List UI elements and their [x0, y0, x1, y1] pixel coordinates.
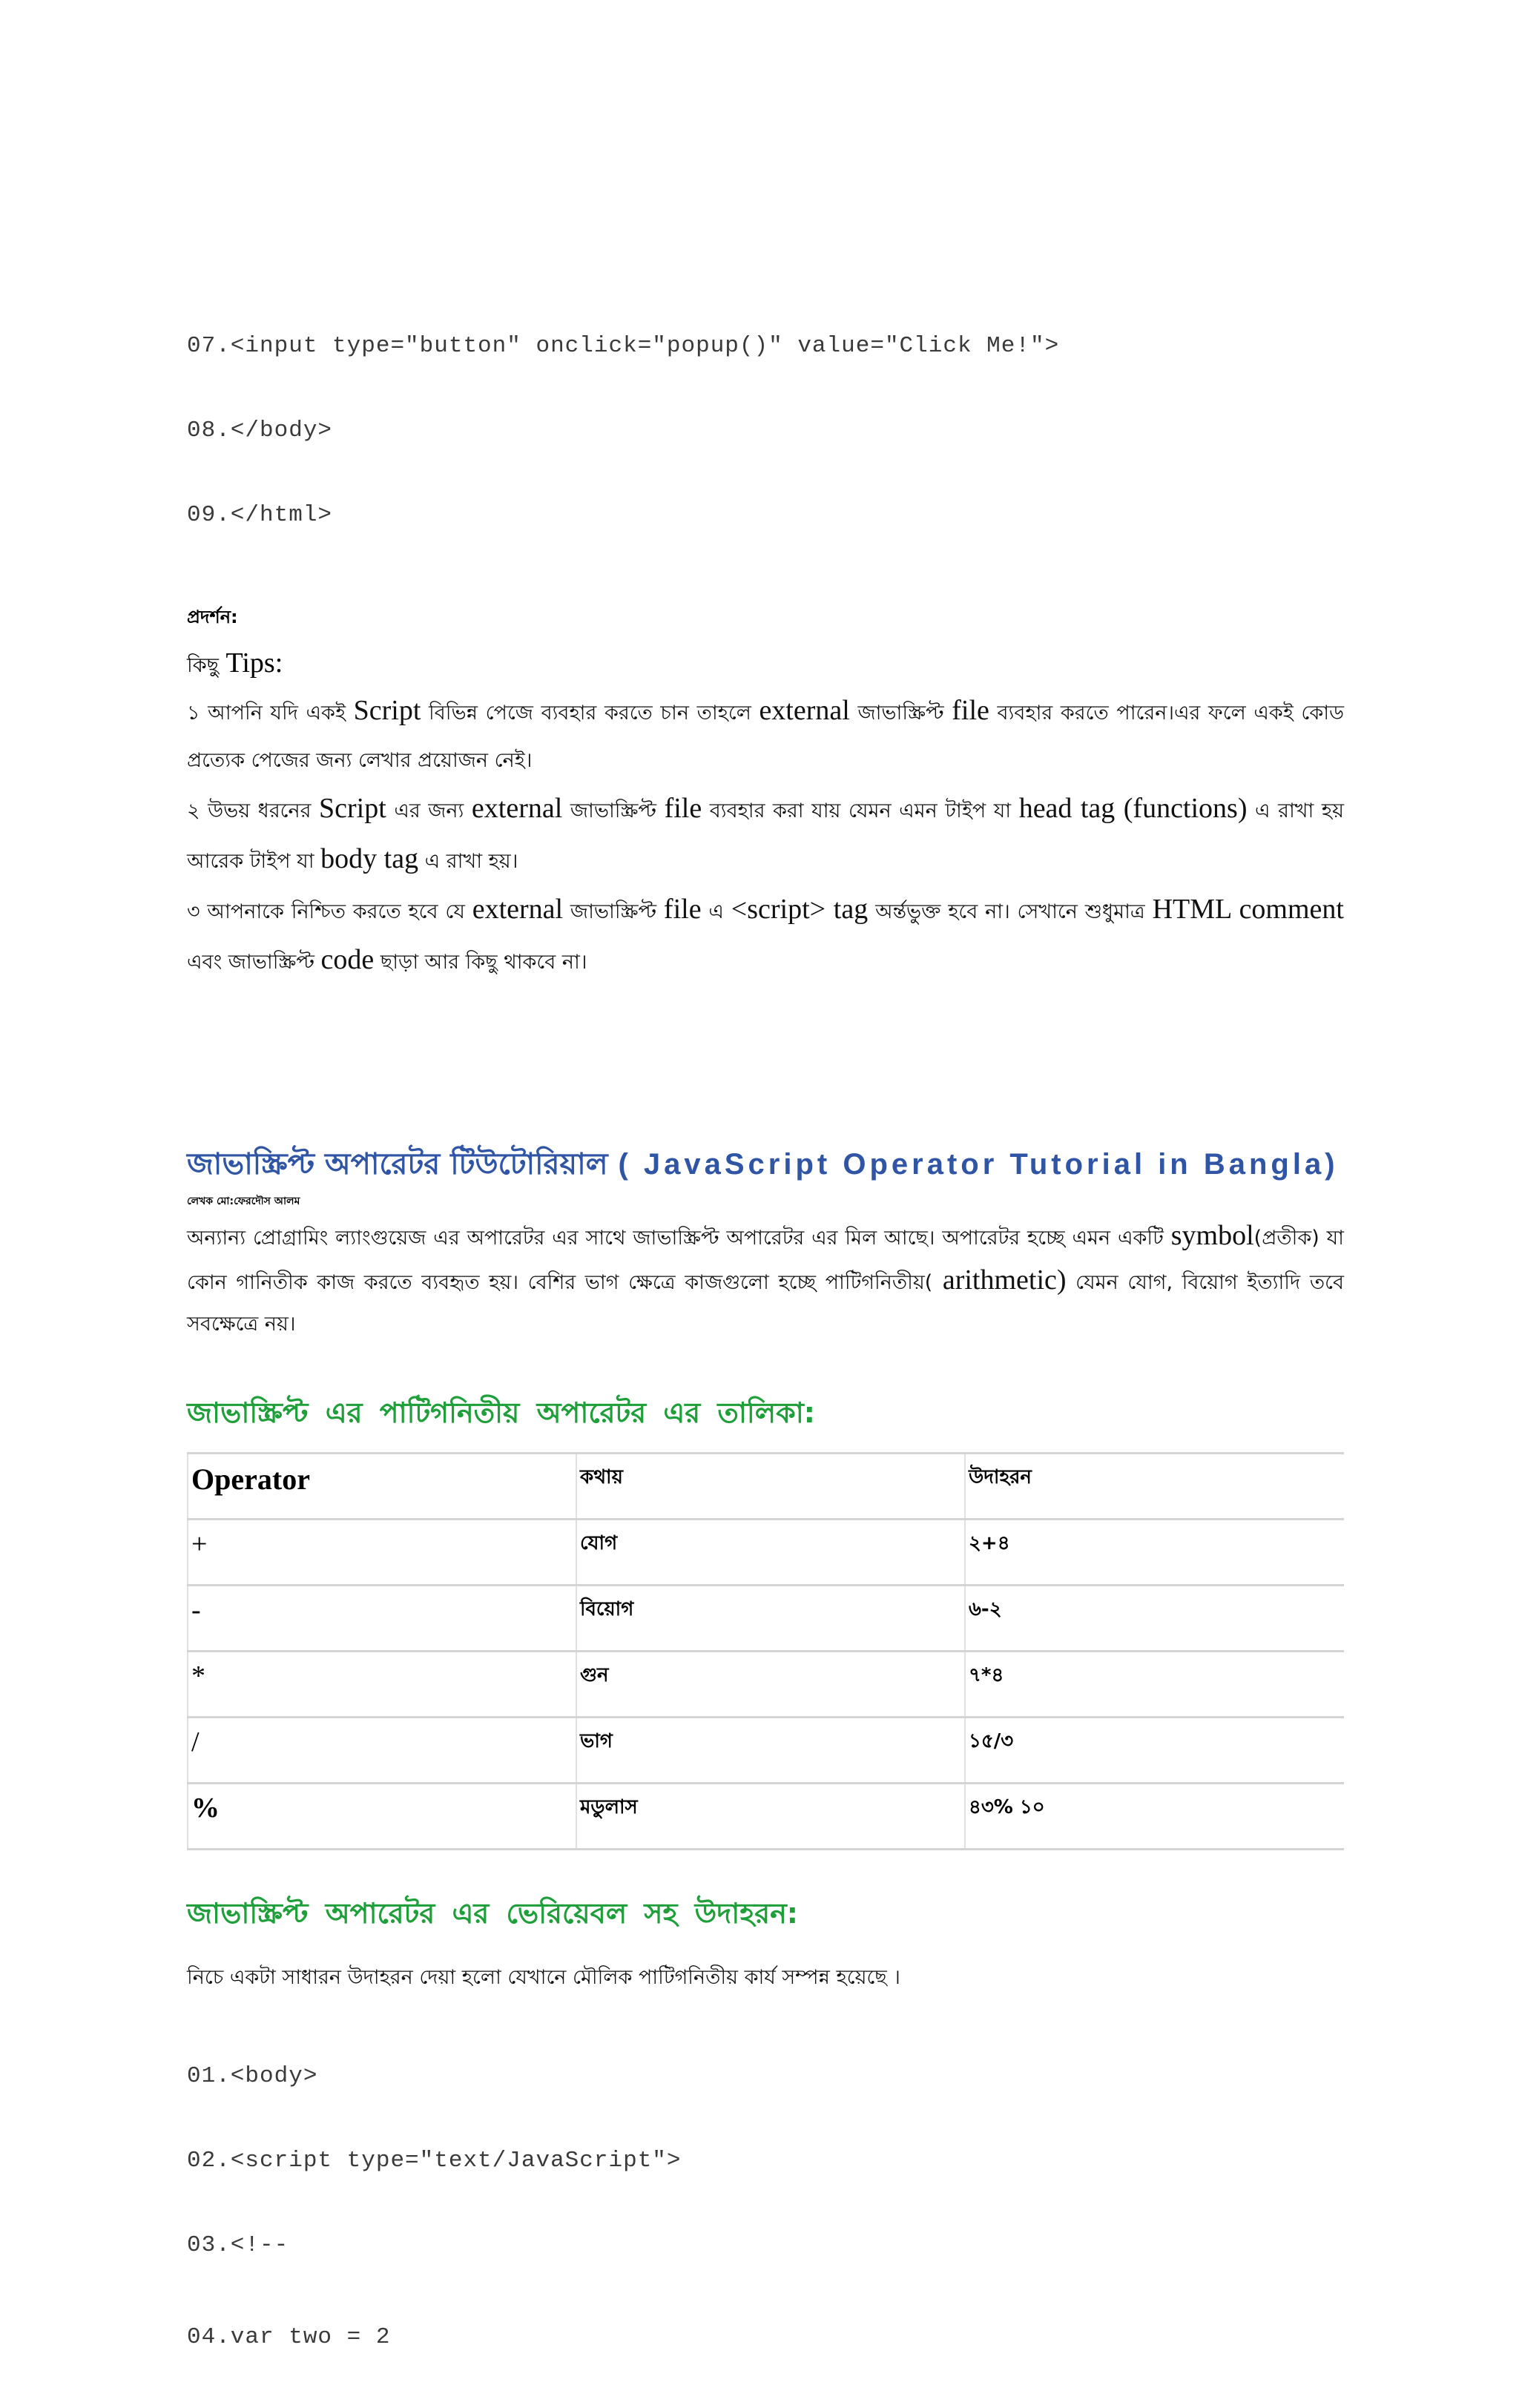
operator-cell: -: [188, 1586, 576, 1652]
main-heading-en: ( JavaScript Operator Tutorial in Bangla): [618, 1148, 1339, 1181]
tip-2: ২ উভয় ধরনের Script এর জন্য external জাভাস্ক্রিপ্ট file ব্যবহার করা যায় যেমন এমন টাইপ যা head tag (functions) এ রাখা হয় আরেক টাইপ যা body tag এ রাখা হয়।: [187, 793, 1344, 874]
example-cell: ২+৪: [965, 1520, 1344, 1586]
header-in-words: কথায়: [576, 1454, 965, 1520]
tip-1: ১ আপনি যদি একই Script বিভিন্ন পেজে ব্যবহার করতে চান তাহলে external জাভাস্ক্রিপ্ট file ব্যবহার করতে পারেন।এর ফলে একই কোড প্রত্যেক পেজের জন্য লেখার প্রয়োজন নেই।: [187, 695, 1344, 772]
code-line: 03.<!--: [187, 2232, 289, 2258]
example-heading: জাভাস্ক্রিপ্ট অপারেটর এর ভেরিয়েবল সহ উদাহরন:: [187, 1897, 798, 1930]
code-line: 02.<script type="text/JavaScript">: [187, 2148, 682, 2174]
operator-cell: /: [188, 1718, 576, 1784]
word-cell: বিয়োগ: [576, 1586, 965, 1652]
code-block-bottom: [187, 2006, 1344, 2408]
operator-cell: +: [188, 1520, 576, 1586]
code-line: 09.</html>: [187, 502, 333, 528]
table-row: [188, 1652, 1344, 1718]
table-row: [188, 1718, 1344, 1784]
example-cell: ৬-২: [965, 1586, 1344, 1652]
code-block-top: [187, 276, 1344, 586]
word-cell: মডুলাস: [576, 1784, 965, 1850]
code-line: 07.<input type="button" onclick="popup()" value="Click Me!">: [187, 333, 1060, 359]
main-heading-bn: জাভাস্ক্রিপ্ট অপারেটর টিউটোরিয়াল: [187, 1147, 608, 1181]
tips-title-bn: কিছু: [187, 654, 219, 677]
table-row: [188, 1520, 1344, 1586]
tips-title: [187, 647, 1344, 684]
tip-3: ৩ আপনাকে নিশ্চিত করতে হবে যে external জাভাস্ক্রিপ্ট file এ <script> tag অর্ন্তভুক্ত হবে না। সেখানে শুধুমাত্র HTML comment এবং জাভাস্ক্রিপ্ট code ছাড়া আর কিছু থাকবে না।: [187, 894, 1344, 975]
example-cell: ৪৩% ১০: [965, 1784, 1344, 1850]
table-header-row: [188, 1454, 1344, 1520]
intro-paragraph: অন্যান্য প্রোগ্রামিং ল্যাংগুয়েজ এর অপারেটর এর সাথে জাভাস্ক্রিপ্ট অপারেটর এর মিল আছে। অপারেটর হচ্ছে এমন একটি symbol(প্রতীক) যা কোন গানিতীক কাজ করতে ব্যবহৃত হয়। বেশির ভাগ ক্ষেত্রে কাজগুলো হচ্ছে পাটিগনিতীয়( arithmetic) যেমন যোগ, বিয়োগ ইত্যাদি তবে সবক্ষেত্রে নয়।: [187, 1220, 1345, 1336]
operator-cell: *: [188, 1652, 576, 1718]
table-heading: জাভাস্ক্রিপ্ট এর পাটিগনিতীয় অপারেটর এর তালিকা:: [187, 1396, 815, 1429]
code-line: 01.<body>: [187, 2063, 318, 2089]
code-line: 08.</body>: [187, 418, 333, 443]
word-cell: যোগ: [576, 1520, 965, 1586]
example-description: নিচে একটা সাধারন উদাহরন দেয়া হলো যেখানে মৌলিক পাটিগনিতীয় কার্য সম্পন্ন হয়েছে ।: [187, 1966, 900, 1989]
table-row: [188, 1586, 1344, 1652]
word-cell: গুন: [576, 1652, 965, 1718]
tips-title-en: Tips:: [225, 647, 283, 679]
operator-cell: %: [188, 1784, 576, 1850]
example-cell: ৭*৪: [965, 1652, 1344, 1718]
main-heading: [187, 1142, 1344, 1187]
author-line: লেখক মো:ফেরদৌস আলম: [187, 1195, 300, 1207]
table-row: [188, 1784, 1344, 1850]
output-label: প্রদর্শন:: [187, 607, 238, 627]
example-cell: ১৫/৩: [965, 1718, 1344, 1784]
word-cell: ভাগ: [576, 1718, 965, 1784]
header-operator: Operator: [188, 1454, 576, 1520]
header-example: উদাহরন: [965, 1454, 1344, 1520]
operator-table: [187, 1452, 1344, 1850]
page-content: [187, 276, 1344, 2408]
code-line: 04.var two = 2: [187, 2324, 391, 2350]
